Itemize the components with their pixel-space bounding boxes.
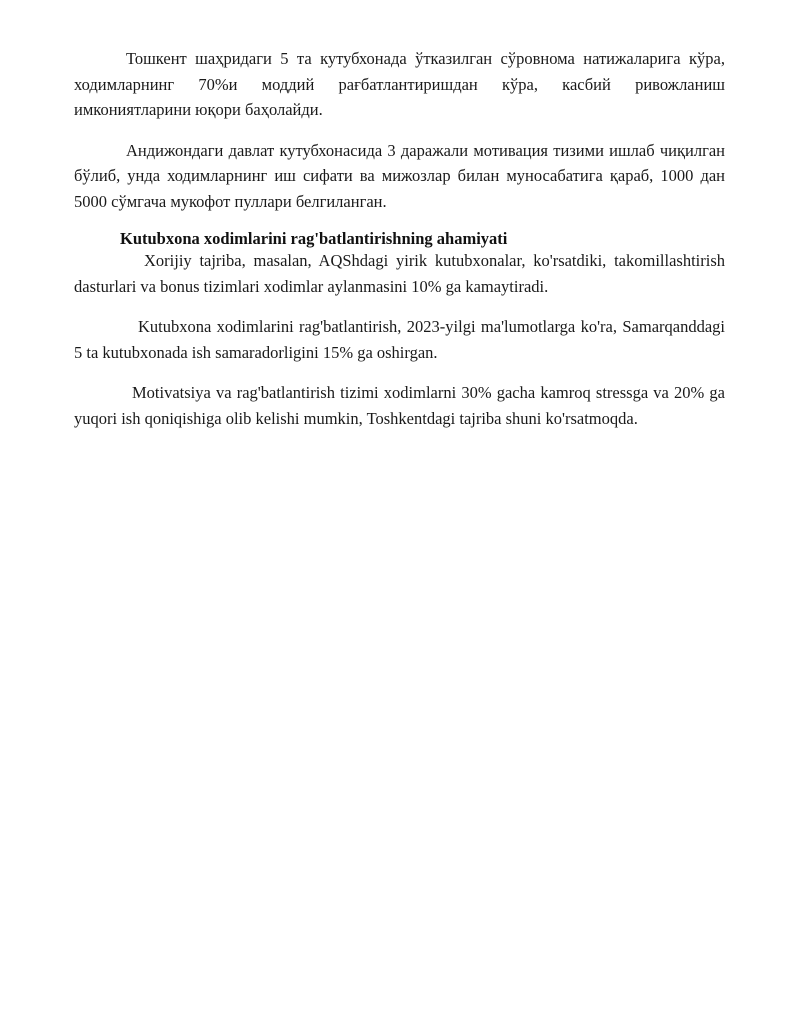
paragraph-tashkent-survey: Тошкент шаҳридаги 5 та кутубхонада ўтказилган сўровнома натижаларига кўра, ходимларнинг 70%и моддий рағбатлантиришдан кўра, касбий ривожланиш имкониятларини юқори баҳолайди. <box>74 49 725 119</box>
paragraph-foreign-experience: Xorijiy tajriba, masalan, AQShdagi yirik kutubxonalar, ko'rsatdiki, takomillashtirish dasturlari va bonus tizimlari xodimlar aylanmasini 10% ga kamaytiradi. <box>74 251 725 296</box>
paragraph-andijan-motivation: Андижондаги давлат кутубхонасида 3 даражали мотивация тизими ишлаб чиқилган бўлиб, унда ходимларнинг иш сифати ва мижозлар билан муносабатига қараб, 1000 дан 5000 сўмгача мукофот пуллари белгиланган. <box>74 140 725 211</box>
top-paragraphs <box>74 46 725 214</box>
section-heading: Kutubxona xodimlarini rag'batlantirishning ahamiyati <box>120 229 508 248</box>
paragraph-samarkand-efficiency: Kutubxona xodimlarini rag'batlantirish, 2023-yilgi ma'lumotlarga ko'ra, Samarqanddagi 5 ta kutubxonada ish samaradorligini 15% ga oshirgan. <box>74 317 725 362</box>
paragraph-stress-satisfaction: Motivatsiya va rag'batlantirish tizimi xodimlarni 30% gacha kamroq stressga va 20% ga yuqori ish qoniqishiga olib kelishi mumkin, Toshkentdagi tajriba shuni ko'rsatmoqda. <box>74 383 725 428</box>
bottom-paragraphs <box>74 248 725 431</box>
